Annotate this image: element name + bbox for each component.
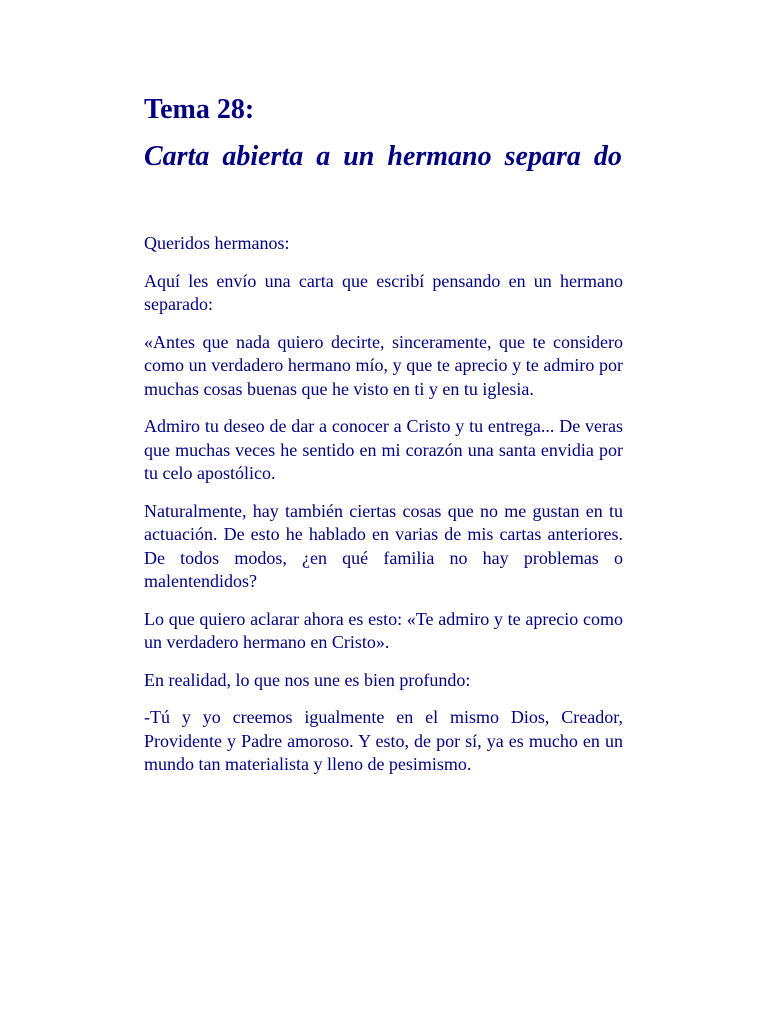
paragraph: En realidad, lo que nos une es bien profundo: bbox=[144, 669, 471, 690]
document-subtitle: Carta abierta a un hermano separa do bbox=[144, 141, 622, 172]
paragraph: «Antes que nada quiero decirte, sinceramente, que te considero como un verdadero hermano mío, y que te aprecio y te admiro por muchas cosas buenas que he visto en ti y en tu iglesia. bbox=[144, 331, 623, 399]
paragraph: Naturalmente, hay también ciertas cosas que no me gustan en tu actuación. De esto he hablado en varias de mis cartas anteriores. De todos modos, ¿en qué familia no hay problemas o malentendidos? bbox=[144, 500, 623, 591]
paragraph-greeting: Queridos hermanos: bbox=[144, 233, 290, 253]
document-body bbox=[144, 232, 623, 777]
document-heading: Tema 28: bbox=[144, 94, 255, 125]
paragraph: Admiro tu deseo de dar a conocer a Cristo y tu entrega... De veras que muchas veces he sentido en mi corazón una santa envidia por tu celo apostólico. bbox=[144, 416, 623, 483]
paragraph: Aquí les envío una carta que escribí pensando en un hermano separado: bbox=[144, 270, 623, 314]
paragraph: Lo que quiero aclarar ahora es esto: «Te admiro y te aprecio como un verdadero hermano en Cristo». bbox=[144, 608, 623, 652]
document-page bbox=[144, 92, 623, 791]
paragraph: -Tú y yo creemos igualmente en el mismo Dios, Creador, Providente y Padre amoroso. Y esto, de por sí, ya es mucho en un mundo tan materialista y lleno de pesimismo. bbox=[144, 707, 623, 774]
